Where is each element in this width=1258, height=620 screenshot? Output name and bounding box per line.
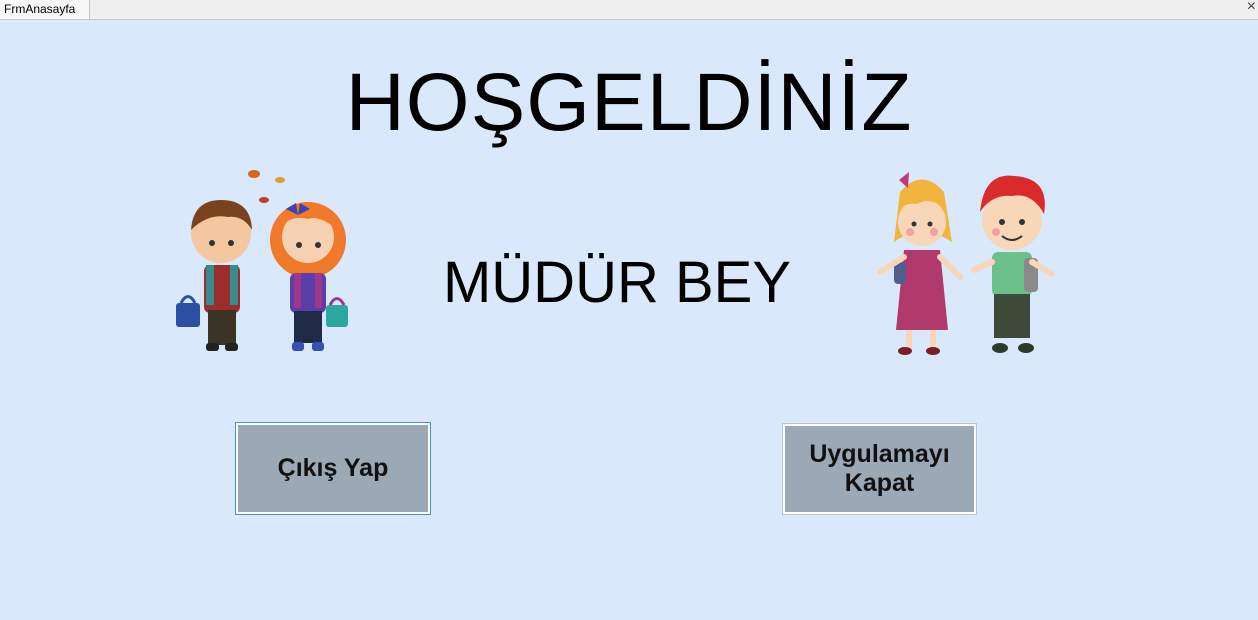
page-title: HOŞGELDİNİZ: [345, 57, 913, 148]
tab-bar: [0, 0, 1258, 20]
page-subtitle: MÜDÜR BEY: [442, 250, 792, 315]
kids-with-bags-illustration: [168, 165, 358, 360]
tab-frmanasayfa[interactable]: FrmAnasayfa: [0, 0, 90, 19]
close-icon[interactable]: ×: [1246, 0, 1256, 15]
logout-button[interactable]: Çıkış Yap: [236, 423, 430, 514]
kids-waving-illustration: [872, 162, 1062, 362]
close-app-button[interactable]: Uygulamayı Kapat: [783, 424, 976, 514]
